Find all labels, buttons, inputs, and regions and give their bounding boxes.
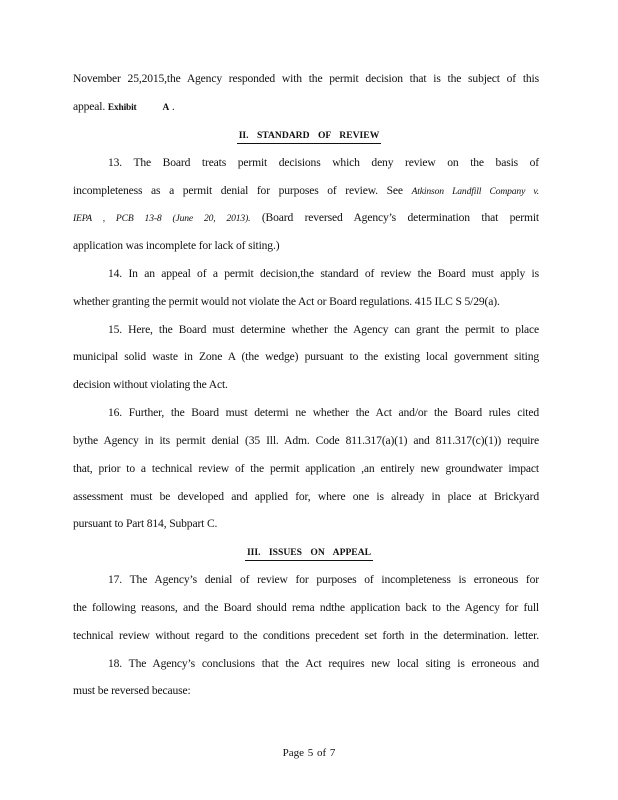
page-label: Page — [282, 747, 304, 759]
para15-line-1: 15. Here, the Board must determine whether the Agency can grant the permit to place — [108, 323, 539, 336]
para13-line-4: application was incomplete for lack of siting.) — [73, 239, 280, 252]
para17-line-1: 17. The Agency’s denial of review for purposes of incompleteness is erroneous for — [108, 573, 539, 586]
case-citation-cont: IEPA , PCB 13-8 (June 20, 2013). — [73, 213, 251, 224]
opening-line-2-end: . — [169, 100, 175, 113]
page-number: 5 — [307, 747, 314, 759]
para13-line-2-text: incompleteness as a permit denial for purposes of review. See — [73, 184, 412, 197]
para13-line-3-text: (Board reversed Agency’s determination that permit — [250, 211, 539, 224]
page-number-footer — [0, 747, 618, 760]
para18-line-1: 18. The Agency’s conclusions that the Act requires new local siting is erroneous and — [108, 657, 539, 670]
para14-line-2: whether granting the permit would not violate the Act or Board regulations. 415 ILC S 5/29(a). — [73, 295, 500, 308]
section-heading-issues-on-appeal: III. ISSUES ON APPEAL — [0, 546, 618, 561]
para15-line-3: decision without violating the Act. — [73, 378, 228, 391]
exhibit-letter: A — [162, 103, 170, 113]
para17-line-3: technical review without regard to the conditions precedent set forth in the determination. letter. — [73, 629, 539, 642]
para13-line-2 — [73, 184, 539, 199]
section-heading-standard-of-review: II. STANDARD OF REVIEW — [0, 129, 618, 144]
para16-line-5: pursuant to Part 814, Subpart C. — [73, 517, 218, 530]
exhibit-label: Exhibit — [107, 103, 137, 113]
para15-line-2: municipal solid waste in Zone A (the wedge) pursuant to the existing local government siting — [73, 350, 539, 363]
para18-line-2: must be reversed because: — [73, 684, 191, 697]
of-label: of — [316, 747, 327, 759]
para13-line-1: 13. The Board treats permit decisions which deny review on the basis of — [108, 156, 539, 169]
para14-line-1: 14. In an appeal of a permit decision,the standard of review the Board must apply is — [108, 267, 539, 280]
opening-line-1: November 25,2015,the Agency responded with the permit decision that is the subject of this — [73, 72, 539, 85]
opening-line-2-text: appeal. — [73, 100, 108, 113]
opening-line-2 — [73, 100, 539, 115]
para16-line-4: assessment must be developed and applied for, where one is already in place at Brickyard — [73, 490, 539, 503]
para16-line-1: 16. Further, the Board must determi ne whether the Act and/or the Board rules cited — [108, 406, 539, 419]
para13-line-3 — [73, 211, 539, 226]
para17-line-2: the following reasons, and the Board should rema ndthe application back to the Agency for full — [73, 601, 539, 614]
para16-line-2: bythe Agency in its permit denial (35 Ill. Adm. Code 811.317(a)(1) and 811.317(c)(1)) require — [73, 434, 539, 447]
para16-line-3: that, prior to a technical review of the permit application ,an entirely new groundwater impact — [73, 462, 539, 475]
total-pages: 7 — [329, 747, 336, 759]
case-citation: Atkinson Landfill Company v. — [411, 186, 539, 197]
